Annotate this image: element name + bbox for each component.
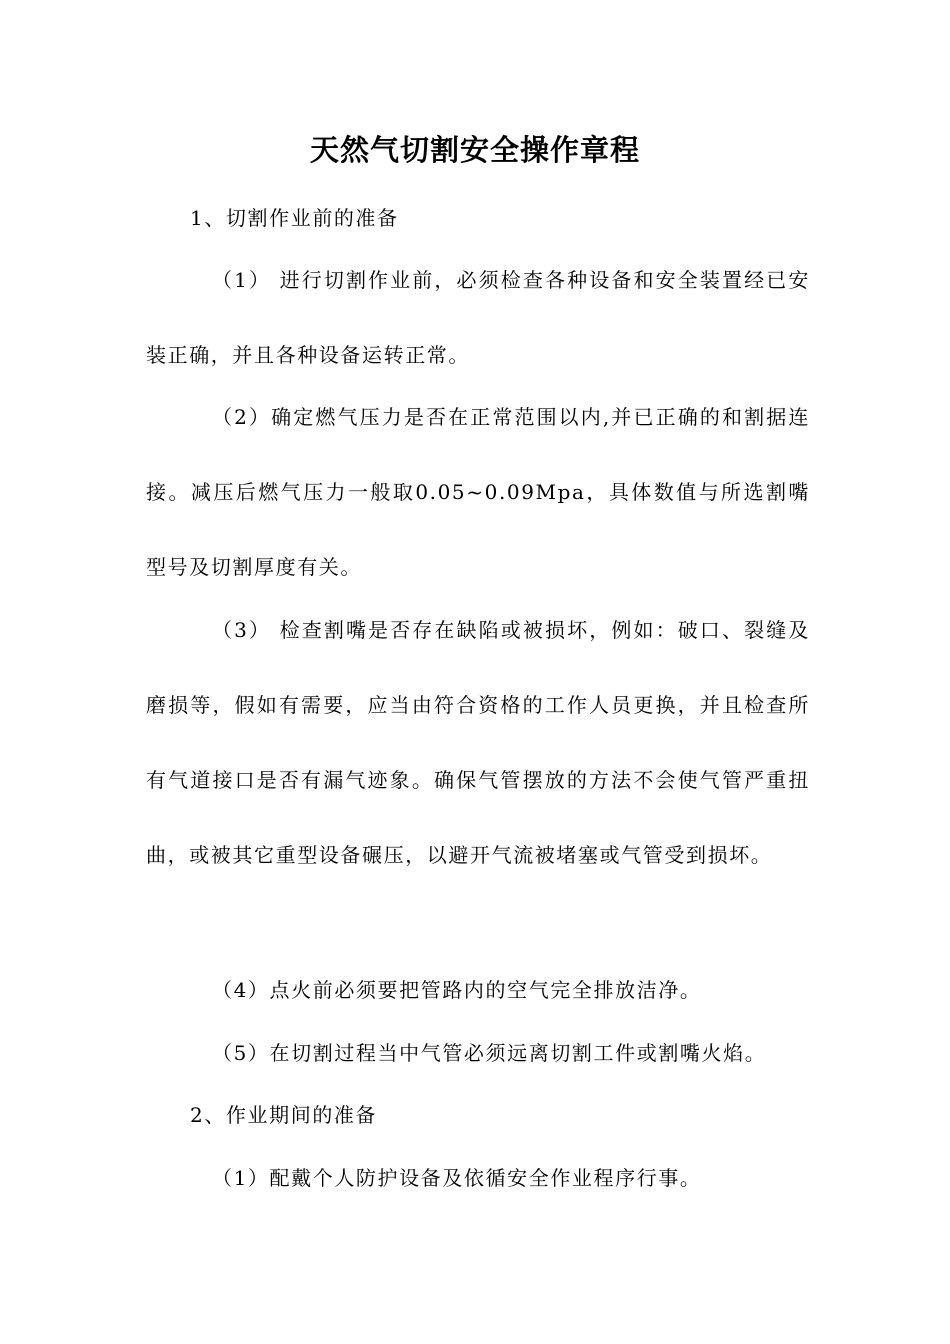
paragraph: （3） 检查割嘴是否存在缺陷或被损坏，例如：破口、裂缝及磨损等，假如有需要，应当由符合资格的工作人员更换，并且检查所有气道接口是否有漏气迹象。确保气管摆放的方法不会使气管严重扭曲，或被其它重型设备碾压，以避开气流被堵塞或气管受到损坏。	[146, 618, 810, 867]
paragraph: （1） 进行切割作业前，必须检查各种设备和安全装置经已安装正确，并且各种设备运转正常。	[146, 268, 810, 367]
paragraph: （1）配戴个人防护设备及依循安全作业程序行事。	[212, 1166, 702, 1190]
section-heading: 1、切割作业前的准备	[190, 206, 399, 230]
paragraph: （4）点火前必须要把管路内的空气完全排放洁净。	[212, 978, 702, 1002]
paragraph: （2）确定燃气压力是否在正常范围以内,并已正确的和割据连接。减压后燃气压力一般取0.05~0.09Mpa，具体数值与所选割嘴型号及切割厚度有关。	[146, 405, 810, 579]
document-title: 天然气切割安全操作章程	[309, 133, 640, 167]
section-heading: 2、作业期间的准备	[190, 1103, 378, 1127]
paragraph: （5）在切割过程当中气管必须远离切割工件或割嘴火焰。	[212, 1041, 767, 1065]
